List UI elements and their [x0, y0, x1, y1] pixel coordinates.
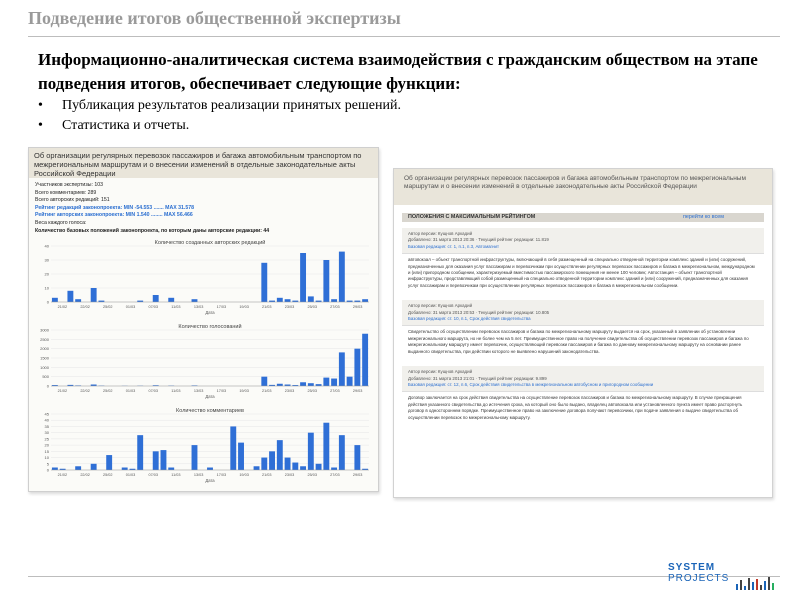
x-tick-label: 23/03 — [284, 305, 295, 309]
y-tick-label: 20 — [44, 271, 49, 277]
x-tick-label: 21/03 — [262, 473, 272, 477]
logo-bar — [744, 586, 746, 590]
chart-bar — [316, 464, 322, 470]
entry-author[interactable]: Автор версии: Кущнов Аркадий — [408, 369, 473, 375]
law-title-header: Об организации регулярных перевозок пассажиров и багажа автомобильным транспортом по межрегиональным маршрутам и о внесении изменений в отдельные законодательные акты Российской Федерации — [29, 148, 378, 178]
chart-bar — [261, 458, 267, 470]
x-tick-label: 17/03 — [216, 305, 227, 309]
chart-bar — [106, 455, 112, 470]
chart-bar — [238, 443, 244, 470]
chart-bar — [362, 334, 368, 386]
x-tick-label: 23/03 — [284, 473, 295, 477]
chart-bar — [354, 349, 360, 386]
entry-text: Свидетельство об осуществлении перевозок пассажиров и багажа по межрегиональному маршруту выдается на срок, указанный в заявлении об установлении межрегионального маршрута, но не более чем на 5 лет. Преимущественное право на получение свидетельства об осуществлении перевозок пассажиров и багажа по межрегиональному маршруту имеет перевозчик, осуществляющий перевозки пассажиров и багажа по данному межрегиональному маршруту на основании ранее выданного свидетельства, при действии которого не выявлено нарушений законодательства. — [408, 329, 749, 354]
chart-bar — [277, 440, 283, 470]
x-tick-label: 22/02 — [80, 473, 90, 477]
logo-bars-icon — [736, 576, 778, 590]
logo-bar — [748, 578, 750, 590]
logo-bar — [760, 585, 762, 590]
band-title: ПОЛОЖЕНИЯ С МАКСИМАЛЬНЫМ РЕЙТИНГОМ — [408, 214, 536, 220]
y-tick-label: 3000 — [40, 327, 49, 333]
bullet-item: • Публикация результатов реализации принятых решений. — [62, 96, 401, 116]
statistics-charts — [29, 236, 379, 492]
chart-bar — [323, 423, 329, 470]
x-tick-label: 21/03 — [262, 305, 272, 309]
stat-line: Веса каждого голоса: — [35, 219, 87, 226]
x-tick-label: 13/03 — [193, 473, 204, 477]
y-tick-label: 45 — [44, 411, 49, 417]
y-tick-label: 30 — [44, 430, 49, 436]
x-tick-label: 13/03 — [193, 305, 204, 309]
y-tick-label: 0 — [46, 383, 49, 389]
chart-bar — [308, 433, 314, 470]
chart-bar — [254, 466, 260, 470]
y-tick-label: 10 — [44, 455, 49, 461]
y-tick-label: 500 — [42, 374, 49, 380]
x-tick-label: 21/02 — [57, 305, 68, 309]
top-rated-screenshot — [393, 168, 773, 498]
chart-bar — [52, 468, 58, 470]
x-tick-label: 25/02 — [103, 389, 113, 393]
x-axis-label: Дата — [205, 310, 215, 315]
x-tick-label: 19/03 — [239, 389, 249, 393]
y-tick-label: 0 — [46, 299, 49, 305]
x-tick-label: 21/03 — [262, 389, 272, 393]
chart-bar — [153, 295, 159, 302]
chart-bar — [285, 299, 291, 302]
chart-bar — [300, 253, 306, 302]
chart-bar — [75, 299, 81, 302]
y-tick-label: 5 — [46, 461, 49, 467]
slide-title: Подведение итогов общественной экспертизы — [28, 8, 401, 28]
logo-bar — [768, 577, 770, 590]
x-tick-label: 19/03 — [239, 305, 249, 309]
logo-line2: PROJECTS — [668, 573, 730, 584]
chart-bar — [316, 384, 322, 386]
x-tick-label: 29/03 — [352, 305, 363, 309]
chart-bar — [122, 468, 128, 470]
slide-heading: Информационно-аналитическая система взаимодействия с гражданским обществом на этапе подведения итогов, обеспечивает следующие функции: — [38, 50, 758, 93]
x-tick-label: 29/03 — [352, 473, 363, 477]
chart-bar — [339, 252, 345, 302]
y-tick-label: 1500 — [40, 355, 49, 361]
chart-bar — [153, 451, 159, 470]
x-tick-label: 22/02 — [80, 305, 90, 309]
chart-bar — [168, 468, 174, 470]
chart-bar — [347, 377, 353, 386]
entry-base-link[interactable]: Базовая редакция: ст. 1, п.1, п.3, Автомагнит — [408, 243, 500, 249]
entry-date-rating: Добавлено: 31 марта 2013 21:01 · Текущий рейтинг редакции: 9.899 — [408, 375, 547, 381]
y-tick-label: 40 — [44, 417, 49, 423]
statistics-screenshot — [28, 147, 379, 492]
chart-bar — [192, 445, 198, 470]
list-item — [402, 300, 764, 358]
entry-meta — [402, 228, 764, 254]
chart-title: Количество комментариев — [176, 408, 244, 414]
x-tick-label: 27/03 — [330, 305, 340, 309]
entry-meta — [402, 300, 764, 326]
logo-bar — [764, 581, 766, 590]
chart-bar — [300, 466, 306, 470]
statistics-block — [29, 178, 378, 239]
logo-bar — [772, 583, 774, 590]
company-logo — [668, 562, 780, 592]
stat-line: Всего комментариев: 289 — [35, 189, 97, 196]
x-tick-label: 23/03 — [284, 389, 295, 393]
chart-title: Количество голосований — [178, 324, 242, 330]
chart-bar — [362, 299, 368, 302]
chart-bar — [300, 382, 306, 386]
chart-title: Количество созданных авторских редакций — [154, 240, 266, 246]
x-tick-label: 13/03 — [193, 389, 204, 393]
logo-bar — [740, 580, 742, 590]
x-tick-label: 21/02 — [57, 389, 68, 393]
x-tick-label: 27/03 — [330, 473, 340, 477]
list-item — [402, 366, 764, 424]
chart-bar — [323, 378, 329, 386]
show-all-link[interactable]: перейти ко всем — [682, 214, 724, 220]
stat-line: Участников экспертизы: 103 — [35, 182, 103, 188]
stat-line: Рейтинг редакций законопроекта: MIN -54.553 ....... MAX 31.578 — [35, 204, 194, 211]
logo-bar — [752, 582, 754, 590]
y-tick-label: 15 — [44, 448, 49, 454]
chart-bar — [192, 299, 198, 302]
chart-bar — [91, 464, 97, 470]
chart-bar — [292, 463, 298, 470]
chart-bar — [261, 377, 267, 386]
x-tick-label: 11/03 — [171, 473, 181, 477]
y-tick-label: 1000 — [40, 364, 49, 370]
logo-bar — [736, 584, 738, 590]
x-tick-label: 11/03 — [171, 305, 181, 309]
law-title-header: Об организации регулярных перевозок пассажиров и багажа автомобильным транспортом по межрегиональным маршрутам и о внесении изменений в отдельные законодательные акты Российской Федерации — [394, 169, 772, 205]
logo-bar — [756, 579, 758, 590]
stat-line: Количество базовых положений законопроекта, по которым даны авторские редакции: 44 — [35, 227, 270, 234]
stat-line: Рейтинг авторских законопроекта: MIN 1.540 ........ MAX 56.466 — [35, 212, 193, 219]
chart-bar — [168, 298, 174, 302]
x-tick-label: 11/03 — [171, 389, 181, 393]
y-tick-label: 2000 — [40, 346, 49, 352]
y-tick-label: 25 — [44, 436, 49, 442]
x-tick-label: 22/02 — [80, 389, 90, 393]
x-tick-label: 01/03 — [125, 305, 136, 309]
x-tick-label: 25/03 — [307, 473, 317, 477]
x-tick-label: 19/03 — [239, 473, 249, 477]
chart-bar — [323, 260, 329, 302]
chart-bar — [230, 426, 236, 470]
chart-bar — [277, 298, 283, 302]
chart-bar — [75, 466, 81, 470]
entry-date-rating: Добавлено: 31 марта 2013 20:36 · Текущий рейтинг редакции: 11.819 — [408, 237, 549, 243]
chart-bar — [52, 298, 58, 302]
chart-bar — [308, 383, 314, 386]
y-tick-label: 30 — [44, 257, 49, 263]
chart-bar — [285, 458, 291, 470]
x-tick-label: 25/03 — [307, 305, 317, 309]
entry-base-link[interactable]: Базовая редакция: ст. 10, п.1, Срок действия свидетельства — [408, 316, 531, 322]
bullet-list — [62, 96, 401, 136]
x-tick-label: 29/03 — [352, 389, 363, 393]
entry-meta — [402, 366, 764, 392]
entry-author[interactable]: Автор версии: Кущнов Аркадий — [408, 303, 473, 309]
x-tick-label: 17/03 — [216, 389, 227, 393]
list-item — [402, 228, 764, 292]
x-tick-label: 25/03 — [307, 389, 317, 393]
chart-bar — [339, 352, 345, 386]
entry-text: автовокзал – объект транспортной инфраструктуры, включающий в себя размещенный на специально отведенной территории комплекс зданий и (или) сооружений, предназначенных для оказания услуг пассажирам и перевозчикам при осуществлении регулярных перевозок пассажиров и багажа в межрегиональном, международном и (или) пригородном сообщении, характеризуемый вместимостью пассажирского помещения не менее 100 человек; Автостанция – объект транспортной инфраструктуры, представляющий собой размещенный на специально отведенной территории комплекс зданий и (или) сооружений, предназначенных для оказания услуг пассажирам и перевозчикам при осуществлении регулярных перевозок пассажиров и багажа в межрегиональном сообщении. — [408, 257, 755, 288]
y-tick-label: 2500 — [40, 336, 49, 342]
bullet-item: • Статистика и отчеты. — [62, 116, 401, 136]
entry-base-link[interactable]: Базовая редакция: ст. 12, п.6, Срок действия свидетельства в межрегиональном автобусном и пригородном сообщении — [408, 381, 654, 387]
chart-bar — [277, 384, 283, 386]
chart-bar — [339, 435, 345, 470]
y-tick-label: 40 — [44, 243, 49, 249]
chart-bar — [137, 435, 143, 470]
x-tick-label: 17/03 — [216, 473, 227, 477]
x-tick-label: 07/03 — [148, 473, 158, 477]
chart-bar — [269, 451, 275, 470]
y-tick-label: 35 — [44, 423, 49, 429]
y-tick-label: 0 — [46, 467, 49, 473]
chart-bar — [331, 468, 337, 470]
chart-bar — [67, 291, 73, 302]
x-tick-label: 21/02 — [57, 473, 68, 477]
logo-line1: SYSTEM — [668, 562, 716, 573]
chart-bar — [207, 468, 213, 470]
x-tick-label: 25/02 — [103, 473, 113, 477]
x-tick-label: 07/03 — [148, 389, 158, 393]
x-tick-label: 01/03 — [125, 473, 136, 477]
chart-bar — [308, 296, 314, 302]
x-tick-label: 01/03 — [125, 389, 136, 393]
chart-bar — [331, 379, 337, 386]
entry-text: Договор заключается на срок действия свидетельства на осуществление перевозок пассажиров и багажа по межрегиональному маршруту. В случае прекращения действия указанного свидетельства до истечения срока, на который оно было выдано, владелец автовокзала или установленного пункта имеет право расторгнуть договор в одностороннем порядке. Преимущественное право на заключение договора получают перевозчики, при подаче заявления о выдаче свидетельства об осуществлении перевозок по межрегиональному маршруту. — [408, 395, 743, 420]
stat-line: Всего авторских редакций: 151 — [35, 197, 110, 204]
top-rated-band — [402, 213, 764, 222]
chart-bar — [161, 450, 167, 470]
x-tick-label: 07/03 — [148, 305, 158, 309]
title-divider — [28, 36, 780, 37]
entry-date-rating: Добавлено: 31 марта 2013 20:53 · Текущий рейтинг редакции: 10.805 — [408, 309, 550, 315]
y-tick-label: 20 — [44, 442, 49, 448]
chart-bar — [91, 288, 97, 302]
x-tick-label: 27/03 — [330, 389, 340, 393]
chart-bar — [261, 263, 267, 302]
y-tick-label: 10 — [44, 285, 49, 291]
chart-bar — [354, 445, 360, 470]
x-tick-label: 25/02 — [103, 305, 113, 309]
chart-bar — [331, 299, 337, 302]
x-axis-label: Дата — [205, 394, 215, 399]
entry-author[interactable]: Автор версии: Кущнов Аркадий — [408, 231, 473, 236]
x-axis-label: Дата — [205, 478, 215, 483]
